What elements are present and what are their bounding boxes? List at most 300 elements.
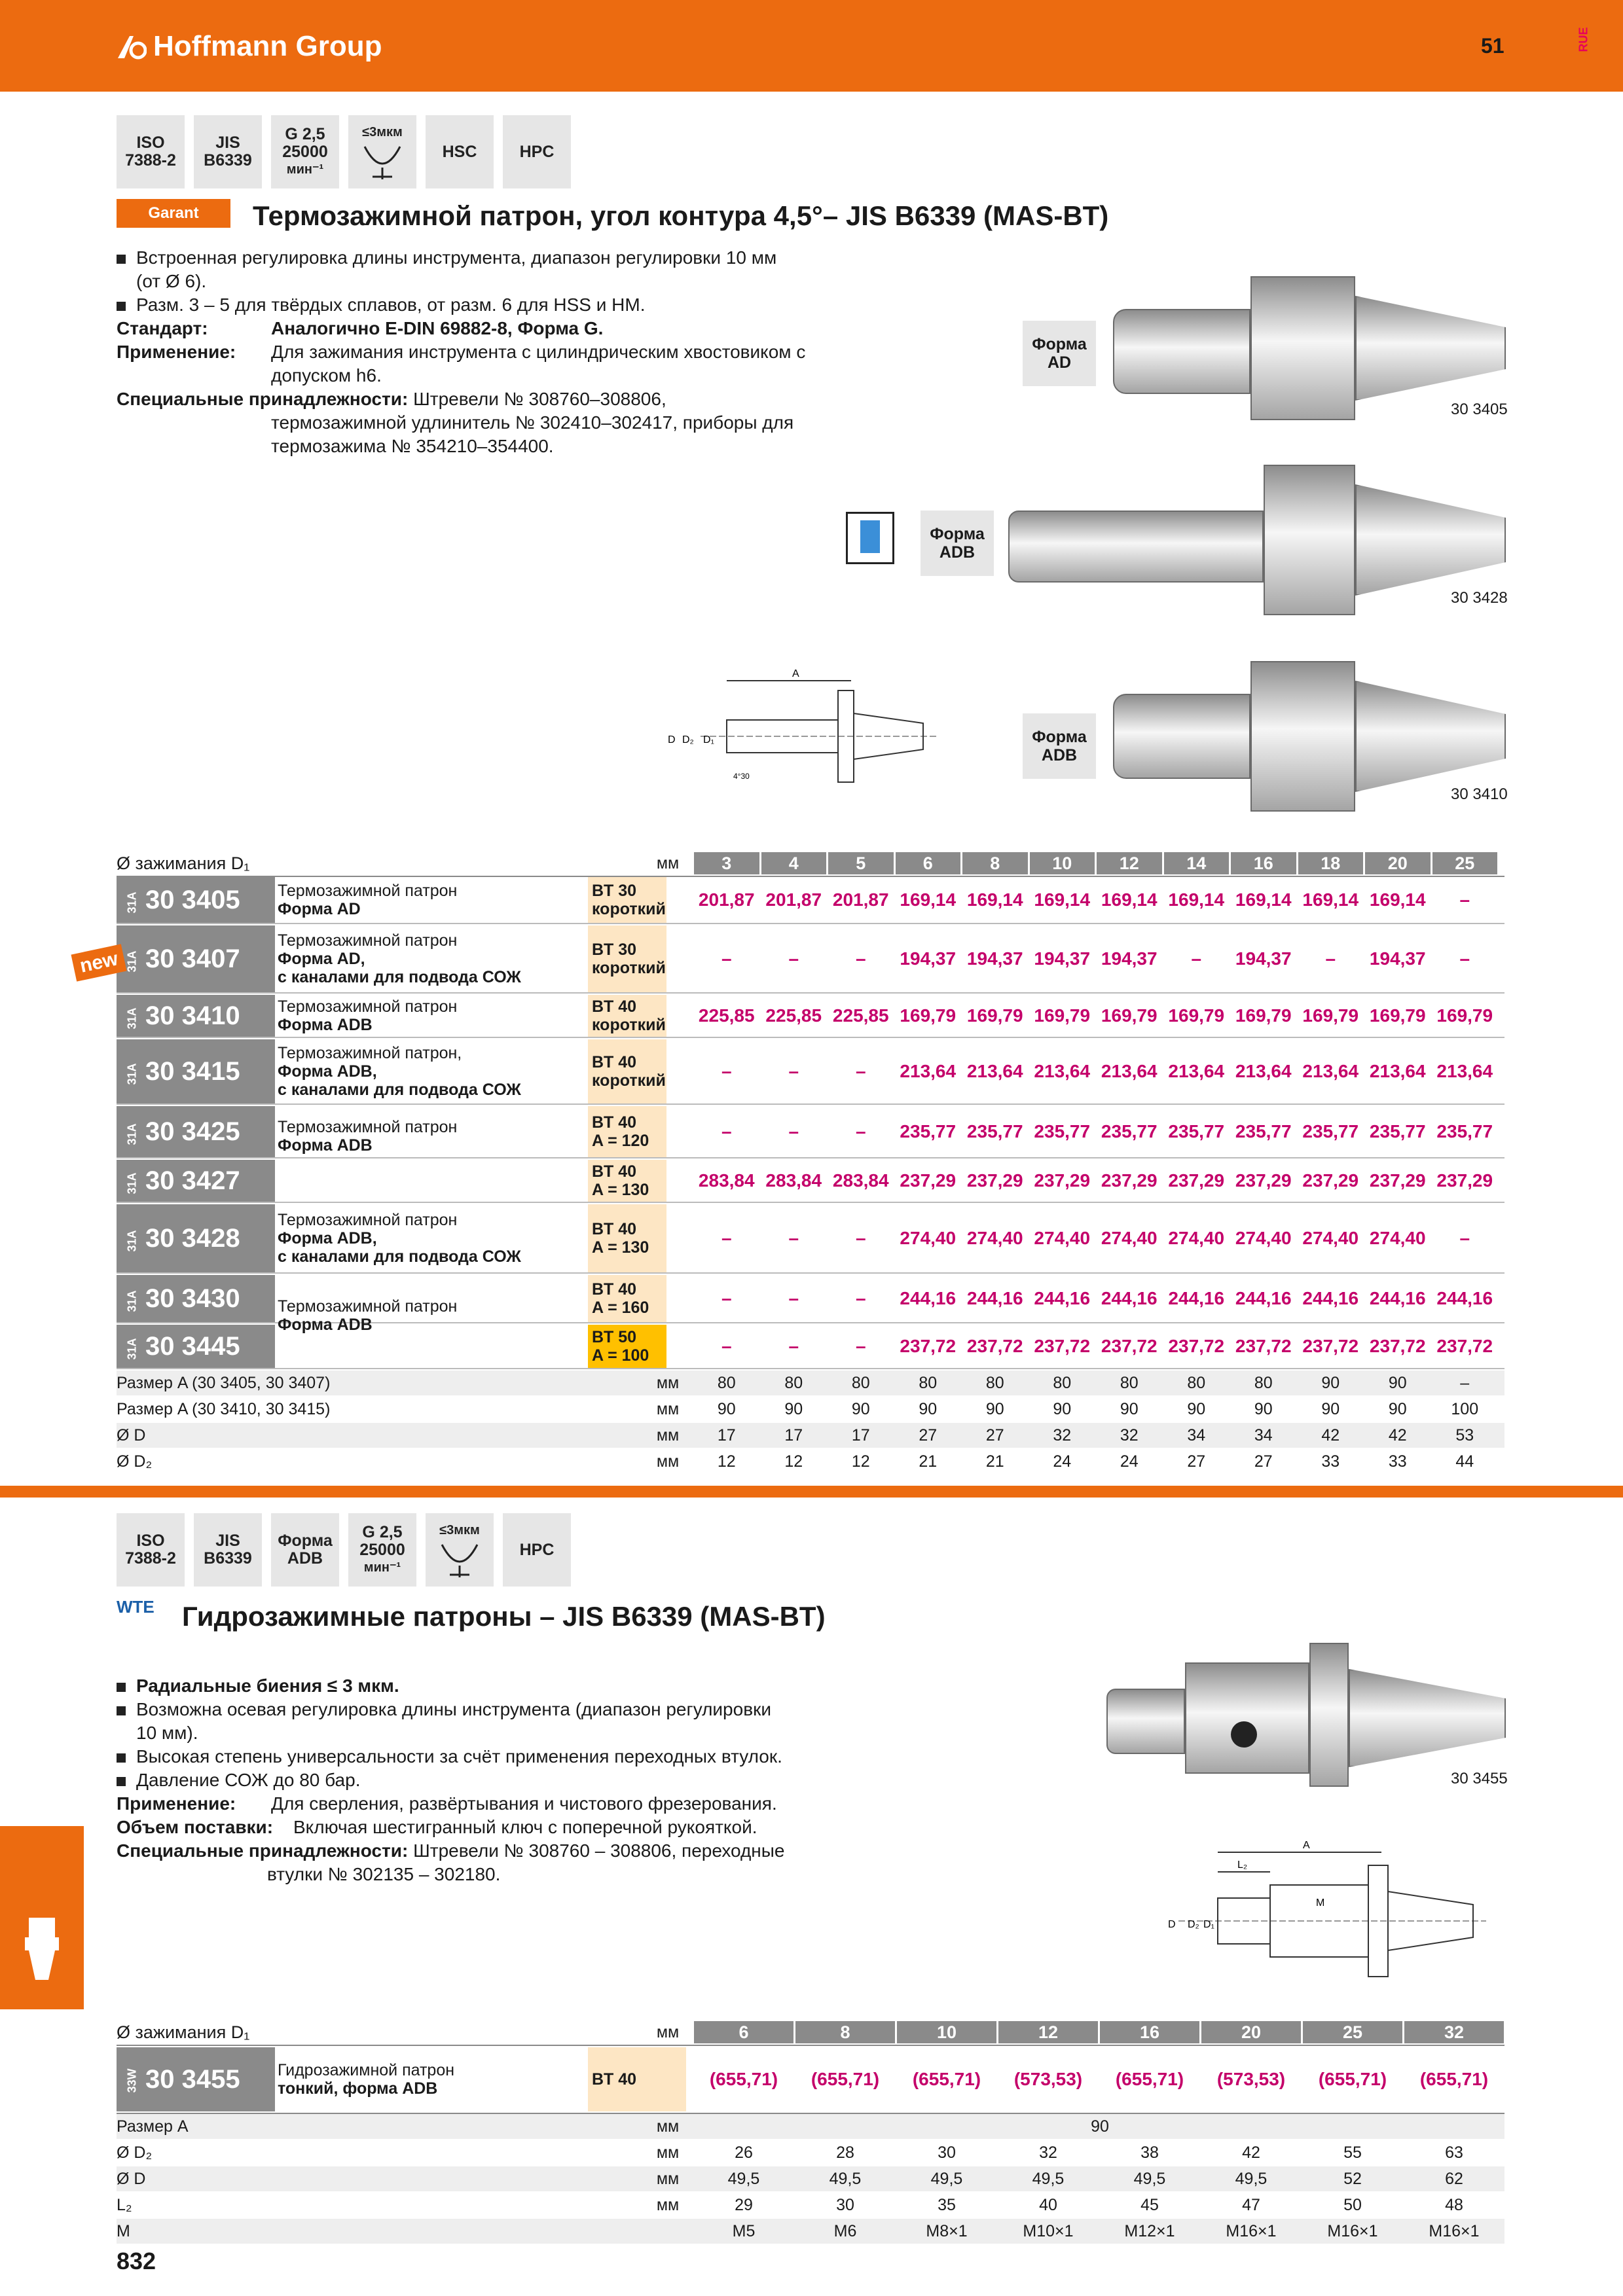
table2-col-6: 6	[694, 2021, 793, 2043]
table2-head-unit: мм	[656, 2022, 680, 2041]
table1-row-spec	[588, 925, 666, 992]
table2-dim-cell: 32	[1039, 2143, 1057, 2162]
table1-dim-cell: 12	[717, 1452, 736, 1471]
table1-price-cell: 237,72	[1101, 1336, 1158, 1356]
technical-drawing-sec2	[1165, 1833, 1493, 2003]
dim-label-a-2: A	[1303, 1840, 1310, 1851]
table1-dim-cell: 27	[1254, 1452, 1273, 1471]
table1-price-cell: –	[855, 1336, 866, 1356]
table2-price-cell: (655,71)	[811, 2069, 880, 2089]
table1-price-cell: 235,77	[1302, 1121, 1359, 1141]
table2-price-cell: (573,53)	[1013, 2069, 1083, 2089]
table1-price-cell: 244,16	[1436, 1288, 1493, 1308]
table2-dim-unit: мм	[656, 2169, 680, 2188]
table1-row-rule	[117, 1103, 1504, 1105]
table1-row-spec	[588, 1160, 666, 1202]
table1-dim-cell: 17	[851, 1426, 870, 1444]
table1-dim-cell: 21	[985, 1452, 1004, 1471]
desc-line: Термозажимной патрон	[278, 1297, 458, 1316]
table1-dim-cell: 80	[717, 1373, 736, 1392]
table2-dim-cell: M10×1	[1023, 2221, 1074, 2240]
table1-dim-cell: 53	[1455, 1426, 1474, 1444]
order-prefix: 31A	[125, 1229, 139, 1251]
spec-line: BT 40	[592, 1220, 637, 1238]
product-number-303405: 30 3405	[1451, 401, 1508, 418]
table1-price-cell: 235,77	[1168, 1121, 1225, 1141]
table2-dim-cell: M16×1	[1327, 2221, 1378, 2240]
table2-dim-cell: M6	[833, 2221, 857, 2240]
table2-size-a-value: 90	[1091, 2117, 1109, 2136]
table1-price-cell: 225,85	[765, 1005, 822, 1026]
table2-col-12: 12	[998, 2021, 1098, 2043]
table1-price-cell: 274,40	[1235, 1228, 1292, 1248]
table2-dim-cell: 49,5	[1032, 2169, 1065, 2188]
desc-line: Термозажимной патрон	[278, 882, 458, 900]
table1-row-rule	[117, 1157, 1504, 1158]
table1-dim-cell: 90	[717, 1399, 736, 1418]
table2-dim-cell: M16×1	[1226, 2221, 1277, 2240]
table1-row-rule	[117, 923, 1504, 924]
table2-dim-cell: 49,5	[1133, 2169, 1166, 2188]
table1-price-cell: 283,84	[765, 1170, 822, 1191]
table1-price-cell: 169,14	[1235, 889, 1292, 910]
dim-label-d1: D₁	[703, 734, 714, 745]
new-badge: new	[71, 944, 126, 981]
table1-dim-unit: мм	[656, 1426, 680, 1444]
table2-head-label: Ø зажимания D₁	[117, 2022, 250, 2042]
order-prefix: 31A	[125, 1337, 139, 1359]
table1-col-12: 12	[1097, 852, 1162, 874]
table1-col-18: 18	[1298, 852, 1364, 874]
table1-row-desc	[278, 1204, 585, 1272]
table1-group-desc-b	[278, 1296, 585, 1335]
table1-price-cell: –	[788, 1121, 799, 1141]
table2-col-25: 25	[1303, 2021, 1402, 2043]
table1-dim-cell: 24	[1053, 1452, 1072, 1471]
table2-dim-cell: M16×1	[1429, 2221, 1480, 2240]
table1-dim-cell: 90	[1388, 1373, 1407, 1392]
table1-price-cell: –	[721, 948, 732, 969]
spec-line: A = 130	[592, 1238, 649, 1257]
hoffmann-logo-icon	[117, 33, 147, 60]
table1-price-cell: 169,14	[966, 889, 1023, 910]
table1-price-cell: 283,84	[698, 1170, 755, 1191]
table1-dim-label: Размер A (30 3405, 30 3407)	[117, 1373, 331, 1392]
table1-price-cell: 244,16	[966, 1288, 1023, 1308]
table1-price-cell: –	[855, 1061, 866, 1081]
order-number: 30 3405	[145, 885, 240, 914]
table1-dim-cell: 34	[1254, 1426, 1273, 1444]
table2-dim-cell: 50	[1343, 2195, 1362, 2214]
table2-dim-unit: мм	[656, 2143, 680, 2162]
dim-label-d-2: D	[1168, 1919, 1176, 1930]
table1-dim-cell: 80	[1254, 1373, 1273, 1392]
desc-line: тонкий, форма ADB	[278, 2079, 438, 2098]
product-number-303410: 30 3410	[1451, 785, 1508, 803]
dim-label-a: A	[792, 668, 799, 679]
table1-price-cell: 194,37	[1235, 948, 1292, 969]
table1-price-cell: 244,16	[1101, 1288, 1158, 1308]
spec-line: короткий	[592, 900, 666, 918]
table1-price-cell: 244,16	[1034, 1288, 1091, 1308]
table1-price-cell: 237,72	[1235, 1336, 1292, 1356]
table1-price-cell: –	[1459, 1228, 1470, 1248]
table1-dim-cell: 44	[1455, 1452, 1474, 1471]
table2-dim-cell: 48	[1445, 2195, 1463, 2214]
table1-dim-cell: –	[1460, 1373, 1470, 1392]
desc-line: Термозажимной патрон	[278, 1211, 458, 1229]
spec-line: A = 100	[592, 1346, 649, 1365]
table1-price-cell: 169,79	[1168, 1005, 1225, 1026]
badge-jis-2: JIS B6339	[194, 1513, 262, 1587]
table1-price-cell: 237,72	[1034, 1336, 1091, 1356]
table1-price-cell: 194,37	[1101, 948, 1158, 969]
desc-line: с каналами для подвода СОЖ	[278, 1081, 521, 1099]
table1-dim-cell: 80	[851, 1373, 870, 1392]
table1-price-cell: 213,64	[1168, 1061, 1225, 1081]
badge-hpc: HPC	[503, 115, 571, 188]
bullet-icon	[117, 1753, 126, 1763]
badge-jis: JIS B6339	[194, 115, 262, 188]
table1-dim-unit: мм	[656, 1399, 680, 1418]
table1-group-desc-a	[278, 1117, 585, 1156]
table1-price-cell: 237,29	[1302, 1170, 1359, 1191]
table1-row-spec	[588, 1275, 666, 1322]
table1-dim-cell: 12	[851, 1452, 870, 1471]
brand-logo	[117, 30, 382, 63]
spec-line: короткий	[592, 959, 666, 977]
table1-price-cell: 244,16	[1168, 1288, 1225, 1308]
table1-price-cell: 194,37	[1034, 948, 1091, 969]
language-code: RUE	[1577, 27, 1590, 52]
table1-price-cell: 225,85	[698, 1005, 755, 1026]
table1-row-desc	[278, 995, 585, 1037]
product-image-303455	[1106, 1636, 1506, 1793]
table1-price-cell: 169,79	[1369, 1005, 1426, 1026]
table2-dim-cell: M12×1	[1124, 2221, 1175, 2240]
table1-price-cell: 169,14	[900, 889, 957, 910]
table1-price-cell: 237,72	[900, 1336, 957, 1356]
table1-price-cell: 213,64	[1436, 1061, 1493, 1081]
table2-col-10: 10	[897, 2021, 996, 2043]
technical-drawing-sec1	[661, 661, 976, 805]
table2-col-32: 32	[1404, 2021, 1504, 2043]
table1-price-cell: 274,40	[1034, 1228, 1091, 1248]
table1-price-cell: 213,64	[966, 1061, 1023, 1081]
table2-dim-cell: 40	[1039, 2195, 1057, 2214]
table2-dim-label: Ø D	[117, 2169, 146, 2188]
spec-line: BT 50	[592, 1328, 637, 1346]
table1-price-cell: 169,79	[1436, 1005, 1493, 1026]
table1-price-cell: 235,77	[1034, 1121, 1091, 1141]
table2-dim-cell: 62	[1445, 2169, 1463, 2188]
wte-logo: WTE	[117, 1597, 155, 1617]
table1-row-spec	[588, 1106, 666, 1157]
spec-line: BT 40	[592, 1280, 637, 1299]
bullet-icon	[117, 1683, 126, 1692]
table1-dim-cell: 42	[1388, 1426, 1407, 1444]
table2-dim-cell: 49,5	[829, 2169, 862, 2188]
desc-line: Форма AD,	[278, 950, 365, 968]
table1-price-cell: 274,40	[966, 1228, 1023, 1248]
table2-dim-cell: 26	[735, 2143, 753, 2162]
table2-col-8: 8	[795, 2021, 895, 2043]
table1-price-cell: –	[721, 1061, 732, 1081]
table1-price-cell: 194,37	[1369, 948, 1426, 969]
table2-row-desc	[278, 2047, 585, 2111]
table1-price-cell: –	[855, 1121, 866, 1141]
table1-dim-cell: 90	[985, 1399, 1004, 1418]
spec-line: BT 40	[592, 1113, 637, 1132]
table1-dim-cell: 90	[1321, 1373, 1340, 1392]
table1-row-rule	[117, 1272, 1504, 1274]
table1-row-spec	[588, 877, 666, 923]
table1-dim-cell: 27	[1187, 1452, 1206, 1471]
table2-row-code	[117, 2047, 275, 2111]
table1-price-cell: 274,40	[900, 1228, 957, 1248]
table1-row-code	[117, 1160, 275, 1202]
table1-price-cell: –	[788, 1288, 799, 1308]
dim-label-d2-2: D₂	[1188, 1919, 1199, 1930]
table1-dim-cell: 80	[784, 1373, 803, 1392]
dim-label-l2: L₂	[1237, 1859, 1248, 1871]
order-prefix: 33W	[125, 2068, 139, 2092]
desc-line: Термозажимной патрон,	[278, 1044, 462, 1062]
order-prefix: 31A	[125, 950, 139, 972]
table1-price-cell: 237,72	[1436, 1336, 1493, 1356]
table2-dim-cell: 49,5	[727, 2169, 760, 2188]
table1-price-cell: –	[855, 948, 866, 969]
spec-line: короткий	[592, 1071, 666, 1090]
order-number: 30 3407	[145, 944, 240, 973]
table1-price-cell: 201,87	[765, 889, 822, 910]
badge-runout: ≤3мкм	[348, 115, 416, 188]
badge-forma-2: Форма ADB	[271, 1513, 339, 1587]
table2-dim-label: Ø D₂	[117, 2143, 153, 2162]
table1-price-cell: 169,79	[1235, 1005, 1292, 1026]
table1-row-spec	[588, 1039, 666, 1103]
section2-description: Радиальные биения ≤ 3 мкм. Возможна осевая регулировка длины инструмента (диапазон регулировки 10 мм). Высокая степень универсальности за счёт применения переходных втулок. Давление СОЖ до 80 бар. Применение: Для сверления, развёртывания и чистового фрезерования. Объем поставки: Включая шестигранный ключ с поперечной рукояткой. Специальные принадлежности: Штревели № 308760 – 308806, переходные втулки № 302135 – 302180.	[117, 1676, 785, 1884]
table1-dim-cell: 90	[1187, 1399, 1206, 1418]
table1-col-20: 20	[1365, 852, 1431, 874]
table1-dim-cell: 90	[1388, 1399, 1407, 1418]
table1-dim-cell: 90	[1254, 1399, 1273, 1418]
table2-dim-cell: 30	[836, 2195, 854, 2214]
table1-dim-cell: 27	[919, 1426, 938, 1444]
desc-line: Термозажимной патрон	[278, 997, 458, 1016]
table2-dim-label: M	[117, 2221, 130, 2240]
table2-row-spec: BT 40	[588, 2047, 686, 2111]
table1-row-desc	[278, 925, 585, 992]
table1-price-cell: 237,72	[1168, 1336, 1225, 1356]
table1-row-code	[117, 995, 275, 1037]
desc-line: Форма ADB	[278, 1316, 373, 1334]
table1-price-cell: 237,29	[1369, 1170, 1426, 1191]
badge-speed: G 2,5 25000 мин⁻¹	[271, 115, 339, 188]
spec-line: BT 40	[592, 1162, 637, 1181]
garant-logo: Garant	[117, 199, 230, 228]
table1-price-cell: –	[721, 1336, 732, 1356]
footer-page-number: 832	[117, 2248, 156, 2274]
table1-price-cell: 237,29	[1101, 1170, 1158, 1191]
table1-row-code	[117, 1039, 275, 1103]
table1-price-cell: 283,84	[832, 1170, 889, 1191]
table1-dim-cell: 90	[919, 1399, 938, 1418]
table1-price-cell: 213,64	[1101, 1061, 1158, 1081]
desc-line: Термозажимной патрон	[278, 931, 458, 950]
table1-dim-cell: 80	[919, 1373, 938, 1392]
spec-line: короткий	[592, 1016, 666, 1034]
table1-price-cell: 237,29	[966, 1170, 1023, 1191]
table1-price-cell: 201,87	[698, 889, 755, 910]
table1-head-unit: мм	[656, 853, 680, 872]
table2-dim-cell: 55	[1343, 2143, 1362, 2162]
table1-row-code	[117, 925, 275, 992]
desc-line: Форма AD	[278, 900, 361, 918]
table2-price-cell: (655,71)	[1419, 2069, 1489, 2089]
table1-price-cell: 244,16	[1235, 1288, 1292, 1308]
table2-dim-cell: M5	[732, 2221, 756, 2240]
table1-price-cell: –	[788, 1228, 799, 1248]
table2-dim-unit	[648, 2219, 687, 2244]
table2-dim-label: L₂	[117, 2195, 132, 2214]
table1-price-cell: 169,14	[1034, 889, 1091, 910]
table1-price-cell: 237,29	[1436, 1170, 1493, 1191]
table1-col-5: 5	[828, 852, 894, 874]
table2-price-cell: (655,71)	[912, 2069, 981, 2089]
badge-hpc-2: HPC	[503, 1513, 571, 1587]
table1-price-cell: –	[855, 1228, 866, 1248]
section1-title: Термозажимной патрон, угол контура 4,5°– JIS B6339 (MAS-BT)	[253, 200, 1109, 231]
table1-col-6: 6	[896, 852, 961, 874]
table1-col-8: 8	[962, 852, 1028, 874]
table1-price-cell: 235,77	[1436, 1121, 1493, 1141]
table1-row-rule	[117, 992, 1504, 994]
order-number: 30 3455	[145, 2064, 240, 2094]
bullet-icon	[117, 1777, 126, 1786]
page-number: 51	[1481, 34, 1504, 58]
table1-row-code	[117, 1106, 275, 1157]
table1-head-label: Ø зажимания D₁	[117, 853, 250, 873]
badge-speed-2: G 2,5 25000 мин⁻¹	[348, 1513, 416, 1587]
desc-line: Форма ADB	[278, 1136, 373, 1155]
table1-col-10: 10	[1030, 852, 1095, 874]
desc-line: с каналами для подвода СОЖ	[278, 968, 521, 986]
table1-row-spec	[588, 1204, 666, 1272]
table1-price-cell: –	[788, 1336, 799, 1356]
product-image-303410	[1106, 655, 1506, 818]
table1-price-cell: 169,79	[1302, 1005, 1359, 1026]
table1-price-cell: 213,64	[1369, 1061, 1426, 1081]
table1-price-cell: 169,14	[1101, 889, 1158, 910]
table1-price-cell: 169,14	[1369, 889, 1426, 910]
table2-dim-cell: 38	[1140, 2143, 1159, 2162]
table1-price-cell: –	[721, 1121, 732, 1141]
bullet-icon	[117, 255, 126, 264]
table2-dim-cell: M8×1	[926, 2221, 968, 2240]
table1-row-desc	[278, 1039, 585, 1103]
table1-price-cell: 237,29	[1168, 1170, 1225, 1191]
table1-price-cell: 194,37	[966, 948, 1023, 969]
table1-dim-cell: 17	[717, 1426, 736, 1444]
section1-description: Встроенная регулировка длины инструмента, диапазон регулировки 10 мм (от Ø 6). Разм. 3 – 5 для твёрдых сплавов, от разм. 6 для HSS и HM. Стандарт: Аналогично E-DIN 69882-8, Форма G. Применение: Для зажимания инструмента с цилиндрическим хвостовиком с допуском h6. Специальные принадлежности: Штревели № 308760–308806, термозажимной удлинитель № 302410–302417, приборы для термозажима № 354210–354400.	[117, 247, 806, 456]
desc-line: Гидрозажимной патрон	[278, 2061, 455, 2079]
dim-label-d2: D₂	[682, 734, 694, 745]
table1-price-cell: 201,87	[832, 889, 889, 910]
table1-price-cell: 274,40	[1101, 1228, 1158, 1248]
table2-col-20: 20	[1201, 2021, 1301, 2043]
table1-price-cell: 237,29	[1034, 1170, 1091, 1191]
side-tab	[0, 1826, 84, 2009]
table2-price-cell: (655,71)	[709, 2069, 778, 2089]
product-number-303428: 30 3428	[1451, 589, 1508, 607]
table1-dim-cell: 33	[1321, 1452, 1340, 1471]
table1-price-cell: –	[721, 1288, 732, 1308]
table1-row-code	[117, 1275, 275, 1322]
table1-dim-cell: 90	[784, 1399, 803, 1418]
order-number: 30 3427	[145, 1166, 240, 1195]
spec-line: A = 130	[592, 1181, 649, 1199]
table1-price-cell: 237,72	[1302, 1336, 1359, 1356]
order-number: 30 3425	[145, 1117, 240, 1146]
table1-row-rule	[117, 1368, 1504, 1369]
table2-dim-cell: 29	[735, 2195, 753, 2214]
spec-line: BT 30	[592, 941, 637, 959]
table1-price-cell: 213,64	[900, 1061, 957, 1081]
table1-dim-cell: 32	[1053, 1426, 1072, 1444]
table1-dim-label: Ø D₂	[117, 1452, 153, 1471]
table2-header-rule	[117, 2045, 1504, 2046]
order-number: 30 3428	[145, 1223, 240, 1253]
badge-iso-2: ISO 7388-2	[117, 1513, 185, 1587]
table1-price-cell: –	[1325, 948, 1336, 969]
table1-row-code	[117, 1204, 275, 1272]
dim-label-m: M	[1316, 1897, 1325, 1909]
table1-dim-cell: 34	[1187, 1426, 1206, 1444]
desc-line: Форма ADB	[278, 1016, 373, 1034]
table1-row-spec	[588, 995, 666, 1037]
badge-hsc: HSC	[426, 115, 494, 188]
dim-label-angle: 4°30	[733, 772, 750, 781]
table1-price-cell: 225,85	[832, 1005, 889, 1026]
table1-price-cell: 169,14	[1168, 889, 1225, 910]
table1-dim-label: Размер A (30 3410, 30 3415)	[117, 1399, 331, 1418]
table1-price-cell: 237,29	[1235, 1170, 1292, 1191]
table1-price-cell: 237,72	[1369, 1336, 1426, 1356]
table2-dim-cell: 28	[836, 2143, 854, 2162]
table1-col-16: 16	[1231, 852, 1296, 874]
product-image-303428	[1002, 458, 1506, 628]
table1-price-cell: 237,29	[900, 1170, 957, 1191]
spec-line: BT 40	[592, 1053, 637, 1071]
table1-dim-cell: 12	[784, 1452, 803, 1471]
badge-runout-2: ≤3мкм	[426, 1513, 494, 1587]
table1-dim-unit: мм	[656, 1373, 680, 1392]
table2-size-a-label: Размер A	[117, 2117, 189, 2136]
bullet-icon	[117, 1706, 126, 1715]
table1-dim-cell: 33	[1388, 1452, 1407, 1471]
table1-price-cell: 235,77	[1369, 1121, 1426, 1141]
tool-holder-icon	[22, 1918, 62, 1983]
table2-price-cell: (655,71)	[1115, 2069, 1184, 2089]
table1-price-cell: –	[1191, 948, 1202, 969]
spec-line: BT 40	[592, 997, 637, 1016]
desc-line: Форма ADB,	[278, 1229, 377, 1247]
table2-dim-cell: 47	[1242, 2195, 1260, 2214]
table2-dim-cell: 35	[938, 2195, 956, 2214]
table1-dim-cell: 90	[1053, 1399, 1072, 1418]
table1-row-desc	[278, 877, 585, 923]
